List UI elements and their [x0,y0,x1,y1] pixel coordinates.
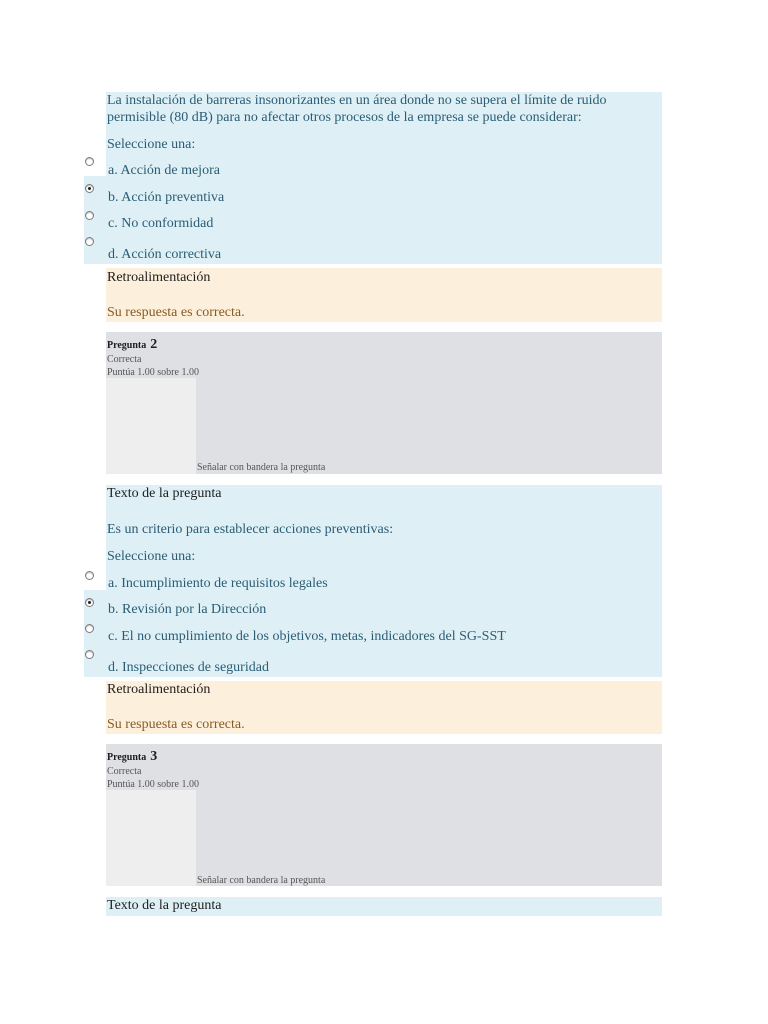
q3-number: 3 [150,749,158,764]
q1-feedback-text: Su respuesta es correcta. [107,305,245,320]
q1-question-text-line1: La instalación de barreras insonorizantes en un área donde no se supera el límite de ruido [107,93,607,108]
q1-question-text-line2: permisible (80 dB) para no afectar otros procesos de la empresa se puede considerar: [107,110,582,125]
q1-option-a-radio[interactable] [85,157,94,166]
q2-question-text: Es un criterio para establecer acciones preventivas: [107,522,394,537]
q2-select-prompt: Seleccione una: [107,549,196,564]
q2-option-d-label[interactable]: d. Inspecciones de seguridad [108,660,269,675]
q1-option-b-label[interactable]: b. Acción preventiva [108,190,225,205]
q2-heading: Texto de la pregunta [107,486,222,501]
q1-option-d-label[interactable]: d. Acción correctiva [108,247,222,262]
q2-option-d-radio[interactable] [85,650,94,659]
q1-feedback-title: Retroalimentación [107,270,211,285]
q2-option-c-radio[interactable] [85,624,94,633]
q3-heading: Texto de la pregunta [107,898,222,913]
q2-grade: Puntúa 1.00 sobre 1.00 [107,367,199,378]
q2-feedback-text: Su respuesta es correcta. [107,717,245,732]
q3-number-heading [107,747,157,765]
q2-flag-link[interactable]: Señalar con bandera la pregunta [197,462,326,473]
q2-feedback-title: Retroalimentación [107,682,211,697]
q2-state: Correcta [107,354,142,365]
q3-flag-link[interactable]: Señalar con bandera la pregunta [197,875,326,886]
q2-option-b-label[interactable]: b. Revisión por la Dirección [108,602,267,617]
q3-grade: Puntúa 1.00 sobre 1.00 [107,779,199,790]
q1-option-c-radio[interactable] [85,211,94,220]
q2-option-c-label[interactable]: c. El no cumplimiento de los objetivos, metas, indicadores del SG-SST [108,629,506,644]
q1-option-d-radio[interactable] [85,237,94,246]
q2-number-heading [107,335,157,353]
q3-state: Correcta [107,766,142,777]
q2-number-label: Pregunta [107,340,147,351]
q2-option-a-radio[interactable] [85,571,94,580]
q1-option-c-label[interactable]: c. No conformidad [108,216,214,231]
q1-select-prompt: Seleccione una: [107,137,196,152]
q2-option-b-radio[interactable] [85,598,94,607]
q2-info-flag-area [106,378,196,474]
q3-number-label: Pregunta [107,752,147,763]
q1-option-b-radio[interactable] [85,184,94,193]
q2-number: 2 [150,337,158,352]
q1-option-a-label[interactable]: a. Acción de mejora [108,163,220,178]
q3-info-flag-area [106,790,196,886]
q2-option-a-label[interactable]: a. Incumplimiento de requisitos legales [108,576,328,591]
